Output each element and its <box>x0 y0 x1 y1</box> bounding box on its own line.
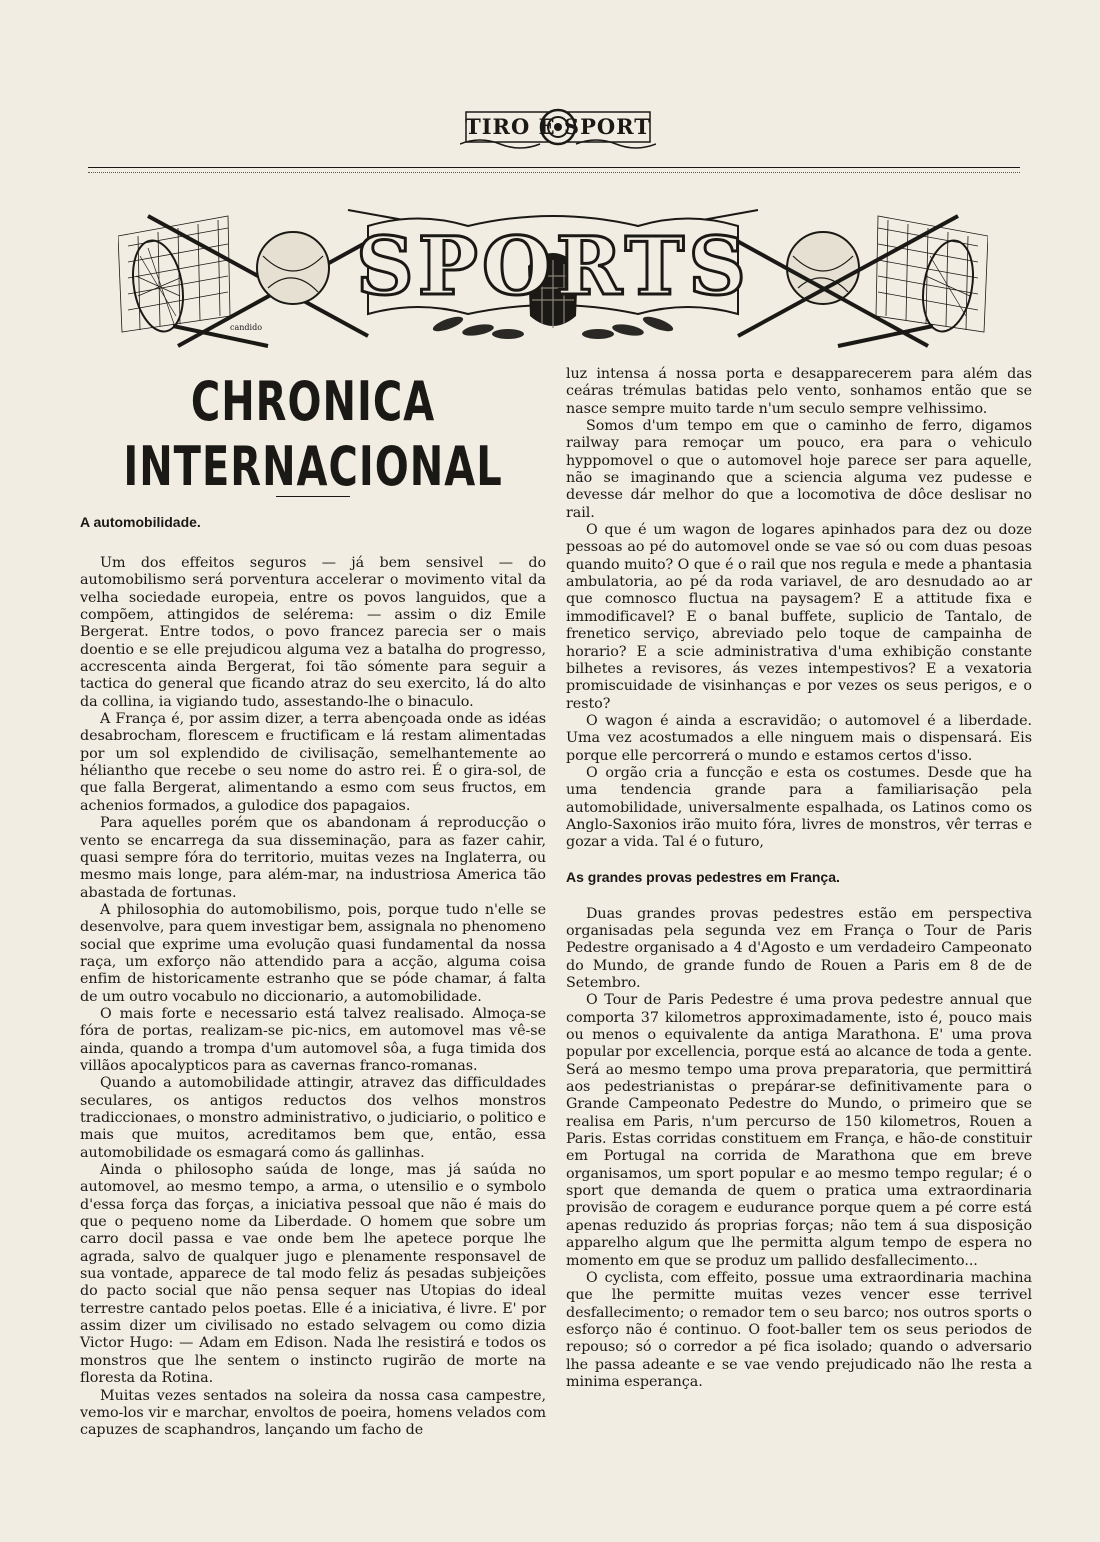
net-icon <box>118 216 230 332</box>
paragraph: Um dos effeitos seguros — já bem sensivel — do automobilismo será porventura accelerar o movimento vital da velha sociedade europeia, entre os povos languidos, que a compõem, attingidos de selérema: — assim o diz Emile Bergerat. Entre todos, o povo francez parecia ser o mais doentio e se elle prejudicou alguma vez a batalha do progresso, accrescenta ainda Bergerat, foi tão sómente para seguir a tactica do general que ficando atraz do seu exercito, lá do alto da collina, ia vigiando tudo, assestando-lhe o binaculo. <box>80 555 546 710</box>
net-icon-right <box>876 216 988 332</box>
paragraph: O wagon é ainda a escravidão; o automovel é a liberdade. Uma vez acostumados a elle ninguem mais o dispensará. Eis porque elle percorrerá o mundo e estamos certos d'isso. <box>566 712 1032 764</box>
paragraph: A philosophia do automobilismo, pois, porque tudo n'elle se desenvolve, para quem investigar bem, assignala no phenomeno social que exprime uma evolução quasi fundamental da nossa raça, um exforço não attendido para a acção, alguma coisa enfim de historicamente estranho que se póde chamar, á falta de um outro vocabulo no diccionario, a automobilidade. <box>80 901 546 1005</box>
right-column <box>566 366 1032 1391</box>
paragraph: O cyclista, com effeito, possue uma extraordinaria machina que lhe permitte muitas vezes vencer esse terrivel desfallecimento; o remador tem o seu barco; nos outros sports o esforço não é continuo. O foot-baller tem os seus periodos de repouso; só o corredor a pé fica isolado; quando o adversario lhe passa adeante e se vae vendo prejudicado não lhe resta a minima esperança. <box>566 1269 1032 1390</box>
artist-signature: candido <box>230 323 263 332</box>
paragraph: Duas grandes provas pedestres estão em perspectiva organisadas pela segunda vez em França o Tour de Paris Pedestre organisado a 4 d'Agosto e um verdadeiro Campeonato do Mundo, de grande fundo de Rouen a Paris em 8 de de Setembro. <box>566 905 1032 991</box>
masthead-title: TIRO E SPORT <box>465 114 651 139</box>
sports-title: SPORTS <box>356 219 750 313</box>
section-heading-automobilidade: A automobilidade. <box>80 514 201 530</box>
paragraph: Quando a automobilidade attingir, atravez das difficuldades seculares, os antigos reductos dos velhos monstros tradiccionaes, o monstro administrativo, o judiciario, o politico e mais que muitos, acreditamos bem que, então, essa automobilidade os esmagará como ás gallinhas. <box>80 1075 546 1161</box>
paragraph: luz intensa á nossa porta e desapparecerem para além das ceáras trémulas batidas pelo vento, sonhamos então que se nasce sempre muito tarde n'um seculo sempre velhissimo. <box>566 366 1032 417</box>
article-title: CHRONICA INTERNACIONAL <box>123 371 503 499</box>
paragraph: Ainda o philosopho saúda de longe, mas já saúda no automovel, ao mesmo tempo, a arma, o utensilio e o symbolo d'essa força das forças, a iniciativa pessoal que não é mais do que o pequeno nome da Liberdade. O homem que sobre um carro docil passa e vae onde bem lhe apetece porque lhe agrada, salvo de qualquer jugo e plenamente responsavel de sua vontade, apparece de tal modo feliz ás pesadas subjeições do pacto social que não pensa sequer nas Utopias do ideal terrestre cantado pelos poetas. Elle é a iniciativa, é livre. E' por assim dizer um civilisado no estado selvagem ou como dizia Victor Hugo: — Adam em Edison. Nada lhe resistirá e todos os monstros que lhe sentem o instincto rugirão de morte na floresta da Rotina. <box>80 1162 546 1387</box>
ball-icon-right <box>787 232 859 304</box>
paragraph: O mais forte e necessario está talvez realisado. Almoça-se fóra de portas, realizam-se pic-nics, em automovel mas vê-se ainda, quando a trompa d'um automovel sôa, a fuga timida dos villãos apocalypticos para as cavernas franco-romanas. <box>80 1005 546 1074</box>
paragraph: Muitas vezes sentados na soleira da nossa casa campestre, vemo-los vir e marchar, envoltos de poeira, homens velados com capuzes de scaphandros, lançando um facho de <box>80 1387 546 1439</box>
sports-banner <box>118 196 988 348</box>
sports-banner-illustration <box>118 196 988 348</box>
section-heading-provas-pedestres: As grandes provas pedestres em França. <box>566 868 840 885</box>
paragraph: O Tour de Paris Pedestre é uma prova pedestre annual que comporta 37 kilometros approximadamente, isto é, pouco mais ou menos o equivalente da antiga Marathona. E' uma prova popular por excellencia, porque está ao alcance de toda a gente. Será ao mesmo tempo uma prova preparatoria, que permittirá aos pedestrianistas o prepárar-se definitivamente para o Grande Campeonato Pedestre do Mundo, o primeiro que se realisa em Paris, n'um percurso de 150 kilometros, Rouen a Paris. Estas corridas constituem em França, e hão-de constituir em Portugal na corrida de Marathona que em breve organisamos, um sport popular e ao mesmo tempo regular; é o sport que demanda de quem o pratica uma extraordinaria provisão de coragem e eudurance porque quem a pé corre está apenas reduzido ás proprias forças; não tem á sua disposição apparelho algum que lhe permitta algum tempo de espera no momento em que se produz um pallido desfallecimento... <box>566 992 1032 1269</box>
masthead <box>460 104 656 154</box>
paragraph: O orgão cria a funcção e esta os costumes. Desde que ha uma tendencia grande para a familiarisação pela automobilidade, universalmente espalhada, os Latinos como os Anglo-Saxonios irão muito fóra, livres de monstros, vêr terras e gozar a vida. Tal é o futuro, <box>566 764 1032 851</box>
paragraph: A França é, por assim dizer, a terra abençoada onde as idéas desabrocham, florescem e fructificam e lá restam alimentadas por um sol explendido de civilisação, semelhantemente ao hélianthо que recebe o seu nome do astro rei. É o gira-sol, de que falla Bergerat, alimentando a esmo com seus fructos, em achenios formados, a gulodice dos papagaios. <box>80 711 546 814</box>
paragraph: O que é um wagon de logares apinhados para dez ou doze pessoas ao pé do automovel onde se vae só ou com duas pesoas quando muito? O que é o rail que nos regula e mede a phantasia ambulatoria, ao pé da roda variavel, de aro desnudado ao ar que comnosco fluctua na paysagem? E a attitude fixa e immodificavel? E o banal buffete, suplicio de Tantalo, de frenetico serviço, abreviado pelo toque de campainha de horario? E a scie administrativa d'uma exhibição constante bilhetes a revisores, ás vezes intempestivos? E a vexatoria promiscuidade de visinhanças e por vezes os seus perigos, e o resto? <box>566 522 1032 712</box>
ball-icon <box>257 232 329 304</box>
paragraph: Para aquelles porém que os abandonam á reproducção o vento se encarrega da sua disseminação, para as fazer cahir, quasi sempre fóra do territorio, muitas vezes na Inglaterra, ou mesmo mais longe, para além-mar, na industriosa America tão abastada de fortunas. <box>80 815 546 901</box>
top-rule-dotted <box>88 172 1020 173</box>
paragraph: Somos d'um tempo em que o caminho de ferro, digamos railway para remoçar um pouco, era para o vehiculo hyppomovel o que o automovel hoje parece ser para aquelle, não se imaginando que a sciencia alguma vez pudesse e devesse dár melhor do que a locomotiva de dôce deslisar no rail. <box>566 418 1032 521</box>
top-rule <box>88 167 1020 168</box>
racket-icon-right <box>838 237 980 346</box>
left-column <box>80 368 546 1440</box>
